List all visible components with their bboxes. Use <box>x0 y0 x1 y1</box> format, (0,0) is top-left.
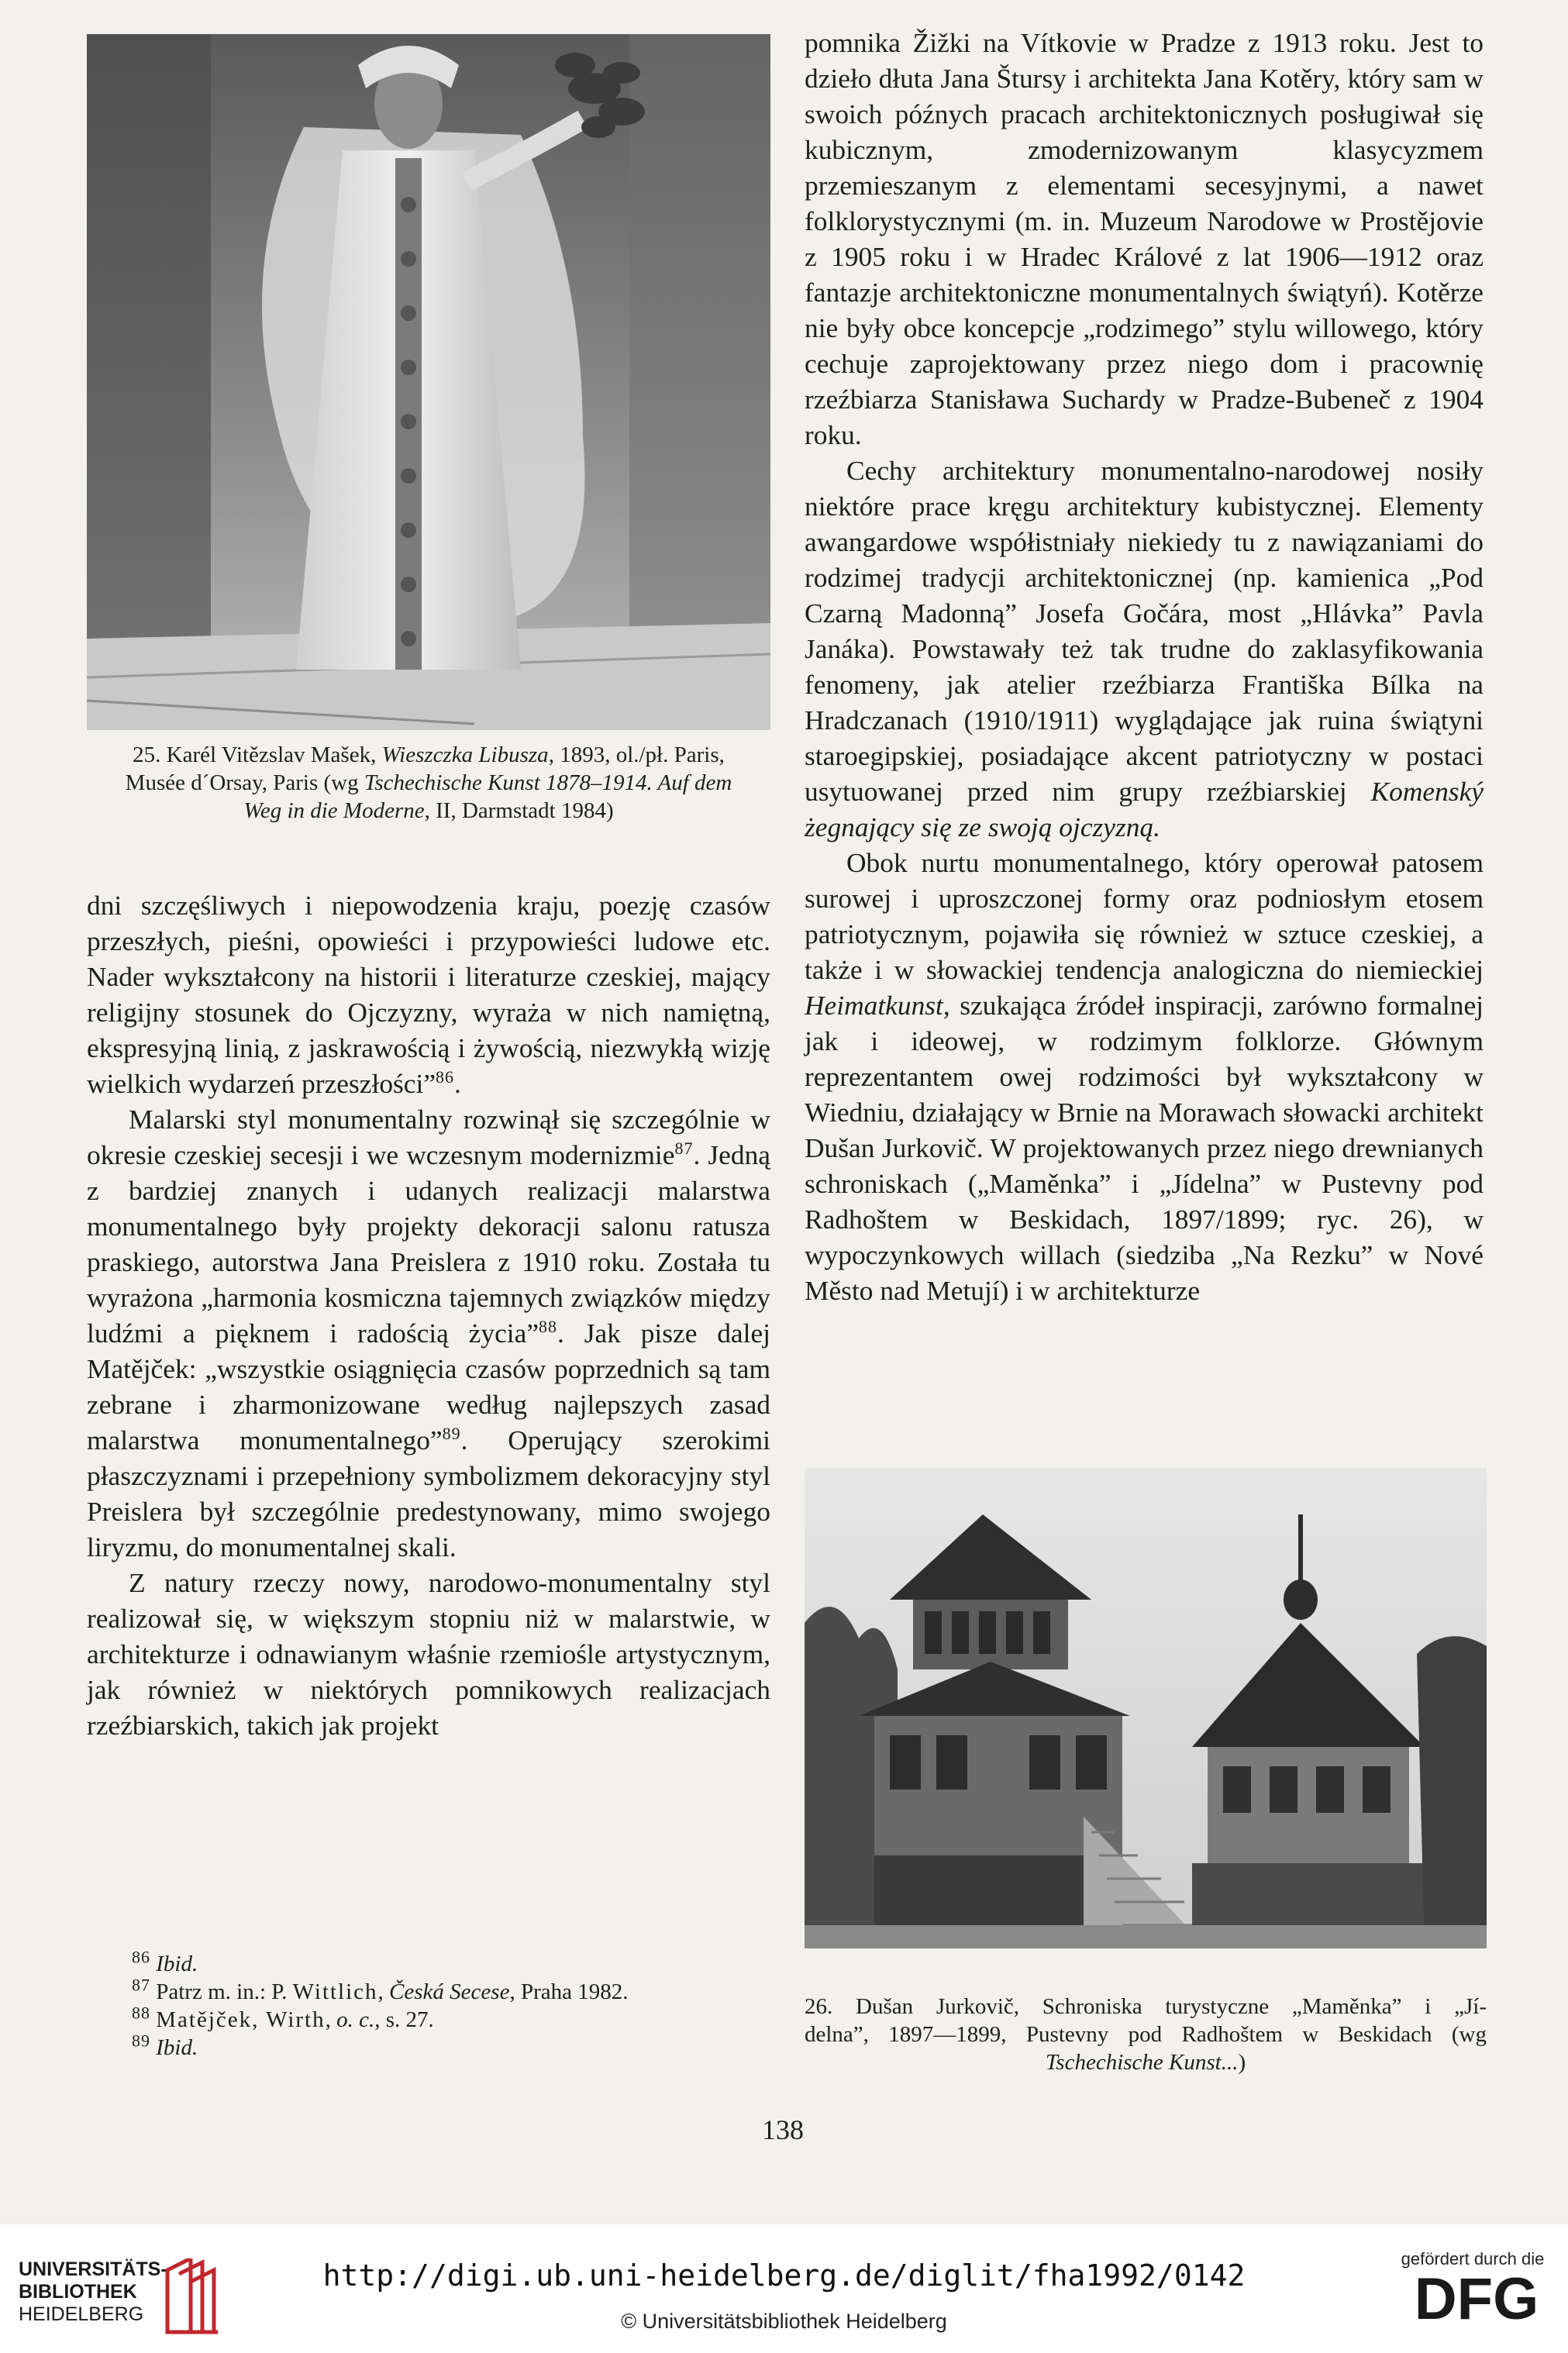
sculpture-title: Komenský żegnający się ze swoją ojczyzną. <box>805 776 1484 842</box>
heimatkunst-term: Heimatkunst <box>805 990 943 1021</box>
caption-26-line-1: 26. Dušan Jurkovič, Schroniska turystyczne „Maměnka” i „Jí- <box>805 1994 1487 2019</box>
caption-25-text-b: , 1893, ol./pł. Paris, <box>548 742 725 767</box>
footnote-87: $^{87}$ Patrz m. in.: P. Wittlich, Česká Secese, Praha 1982. <box>132 1975 629 2004</box>
footnotes <box>132 1947 767 2062</box>
dfg-logo-icon[interactable] <box>1403 2269 1550 2327</box>
footnote-ref-87: 87 <box>674 1139 694 1159</box>
right-paragraph-3: Obok nurtu monumentalnego, który operował patosem surowej i uproszczonej formy oraz podniosłym etosem patriotycznym, pojawiła się również w sztuce czeskiej, a także i w słowackiej tendencja analogiczna do niemieckiej Heimatkunst, szukająca źródeł inspiracji, zarówno formalnej jak i ideowej, w rodzimym folklorze. Głównym reprezentantem owej rodzimości był wykształcony w Wiedniu, działający w Brnie na Morawach słowacki architekt Dušan Jurkovič. W projektowanych przez niego drewnianych schroniskach („Maměnka” i „Jídelna” w Pustevny pod Radhoštem w Beskidach, 1897/1899; ryc. 26), w wypoczynkowych willach (siedziba „Na Rezku” w Nové Město nad Metují) i w architekturze <box>805 847 1484 1306</box>
caption-25-text-c: Musée d´Orsay, Paris (wg <box>125 770 364 795</box>
caption-25-source-title: Tschechische Kunst 1878–1914. Auf dem <box>364 770 732 795</box>
footnote-ref-89: 89 <box>442 1424 461 1444</box>
permalink-url[interactable]: http://digi.ub.uni-heidelberg.de/diglit/fha1992/0142 <box>322 2258 1246 2293</box>
caption-26-line-2: delna”, 1897—1899, Pustevny pod Radhoštem w Beskidach (wg <box>805 2022 1487 2047</box>
figure-25-painting <box>87 34 770 730</box>
caption-25-source-title-cont: Weg in die Moderne <box>243 798 425 823</box>
right-column <box>805 25 1484 1308</box>
right-paragraph-1: pomnika Žižki na Vítkovie w Pradze z 1913 roku. Jest to dzieło dłuta Jana Štursy i architekta Jana Kotěry, który sam w swoich późnych pracach architektonicznych posługiwał się kubicznym, zmodernizowanym klasycyzmem przemieszanym z elementami secesyjnymi, a nawet folklorystycznymi (m. in. Muzeum Narodowe w Prostějovie z 1905 roku i w Hradec Králové z lat 1906—1912 oraz fantazje architektoniczne monumentalnych świątyń). Kotěrze nie były obce koncepcje „rodzimego” stylu willowego, który cechuje zaprojektowany przez niego dom i pracownię rzeźbiarza Stanisława Suchardy w Pradze-Bubeneč z 1904 roku. <box>805 27 1484 450</box>
left-paragraph-2: Malarski styl monumentalny rozwinął się szczególnie w okresie czeskiej secesji i we wczesnym modernizmie$^{87}$. Jedną z bardziej znanych i udanych realizacji malarstwa monumentalnego były projekty dekoracji salonu ratusza praskiego, autorstwa Jana Preislera z 1910 roku. Została tu wyrażona „harmonia kosmiczna tajemnych związków między ludźmi a pięknem i radością życia”$^{88}$. Jak pisze dalej Matějček: „wszystkie osiągnięcia czasów poprzednich są tam zebrane i zharmonizowane według najlepszych zasad malarstwa monumentalnego”$^{89}$. Operujący szerokimi płaszczyznami i przepełniony symbolizmem dekoracyjny styl Preislera był szczególnie predestynowany, mimo swojego liryzmu, do monumentalnej skali. <box>87 1104 771 1562</box>
copyright-notice: © Universitätsbibliothek Heidelberg <box>621 2310 947 2333</box>
left-column <box>87 887 770 1743</box>
left-paragraph-3: Z natury rzeczy nowy, narodowo-monumentalny styl realizował się, w większym stopniu niż w malarstwie, w architekturze i odnawianym właśnie rzemiośle artystycznym, jak również w niektórych pomnikowych realizacjach rzeźbiarskich, takich jak projekt <box>87 1567 770 1741</box>
caption-25-text-a: 25. Karél Vitězslav Mašek, <box>133 742 382 767</box>
footer <box>0 2224 1568 2353</box>
figure-25-caption <box>87 741 770 825</box>
caption-26-source-title: Tschechische Kunst... <box>1045 2050 1239 2075</box>
figure-26-photo <box>805 1468 1487 1948</box>
ub-logo-text: UNIVERSITÄTS- BIBLIOTHEK HEIDELBERG <box>19 2258 167 2325</box>
caption-26-close: ) <box>1238 2050 1246 2075</box>
footnote-ref-88: 88 <box>539 1317 558 1337</box>
page-number: 138 <box>762 2114 804 2145</box>
footnote-88: $^{88}$ Matějček, Wirth, o. c., s. 27. <box>132 2003 434 2032</box>
footnote-ref-86: 86 <box>436 1067 455 1087</box>
caption-25-text-d: , II, Darmstadt 1984) <box>424 798 614 823</box>
footnote-89: $^{89}$ Ibid. <box>132 2031 198 2060</box>
right-paragraph-2: Cechy architektury monumentalno-narodowej nosiły niektóre prace kręgu architektury kubistycznej. Elementy awangardowe współistniały niekiedy tu z nawiązaniami do rodzimej tradycji architektonicznej (np. kamienica „Pod Czarną Madonną” Josefa Gočára, most „Hlávka” Pavla Janáka). Powstawały też tak trudne do zaklasyfikowania fenomeny, jak atelier rzeźbiarza Františka Bílka na Hradczanach (1910/1911) wyglądające jak ruina świątyni staroegipskiej, posiadające akcent patriotyczny w postaci usytuowanej przed nim grupy rzeźbiarskiej Komenský żegnający się ze swoją ojczyzną. <box>805 455 1484 842</box>
left-paragraph-1: dni szczęśliwych i niepowodzenia kraju, poezję czasów przeszłych, pieśni, opowieści i przypowieści ludowe etc. Nader wykształcony na historii i literaturze czeskiej, mający religijny stosunek do Ojczyzny, wyraża w nich namiętną, ekspresyjną linią, z jaskrawością i żywością, niezwykłą wizję wielkich wydarzeń przeszłości”$^{86}$. <box>87 890 770 1099</box>
figure-26-caption <box>805 1993 1487 2076</box>
caption-25-title: Wieszczka Libusza <box>381 742 549 767</box>
footnote-86: $^{86}$ Ibid. <box>132 1947 198 1976</box>
funding-note: gefördert durch die <box>1401 2249 1545 2269</box>
svg-text:DFG: DFG <box>1414 2269 1539 2327</box>
